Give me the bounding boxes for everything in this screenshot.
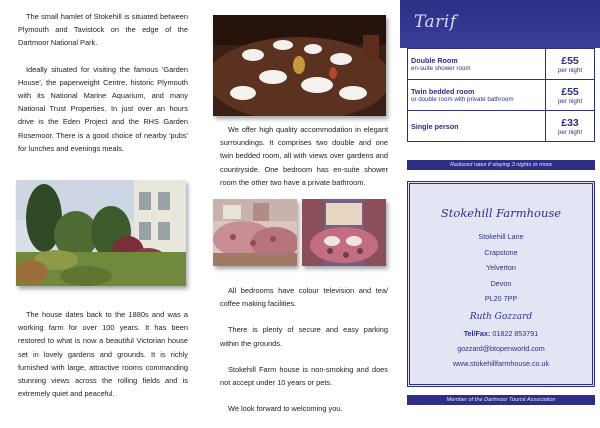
intro-paragraph: The small hamlet of Stokehill is situated between Plymouth and Tavistock on the edge of the Dartmoor National Park.	[18, 12, 188, 48]
price-unit: per night	[557, 66, 583, 74]
address-line: Devon	[490, 278, 512, 288]
garden-image	[16, 180, 186, 286]
member-banner: Member of the Dartmoor Tourist Association	[407, 395, 595, 405]
room-name: Single person	[411, 121, 459, 131]
room-name: Twin bedded room	[411, 87, 475, 96]
address-line: Crapstone	[484, 247, 518, 257]
bedroom-photo-2	[302, 199, 386, 266]
room-cell	[408, 49, 546, 80]
price-value: £33	[561, 116, 579, 129]
amenities-text	[220, 284, 388, 428]
contact-details	[410, 326, 592, 371]
parking-paragraph: There is plenty of secure and easy parking within the grounds.	[220, 325, 388, 348]
tarif-row	[408, 111, 595, 142]
tarif-table	[407, 48, 595, 142]
room-cell	[408, 111, 546, 142]
garden-photo	[16, 180, 186, 286]
telfax-number: 01822 853791	[492, 329, 539, 338]
email-link[interactable]: gozzard@btopenworld.com	[457, 344, 545, 353]
accommodation-paragraph: We offer high quality accommodation in elegant surroundings. It comprises two double and one twin bedded room, all with views over gardens and countryside. One bedroom has en-suite shower room the other two have a private bathroom.	[220, 125, 388, 187]
telfax-label: Tel/Fax:	[463, 329, 491, 338]
room-description: en-suite shower room	[411, 65, 471, 72]
dining-image	[213, 15, 386, 116]
tarif-title: Tarif	[414, 12, 457, 32]
owner-signature: Ruth Gozzard	[469, 312, 533, 322]
address-line: PL20 7PP	[484, 294, 518, 303]
accommodation-text	[220, 123, 388, 202]
address-line: Yelverton	[486, 263, 516, 272]
bedroom-photo-1	[213, 199, 297, 266]
address-line: Stokehill Lane	[478, 232, 524, 241]
price-cell	[546, 111, 595, 142]
price-unit: per night	[557, 128, 583, 136]
tarif-row	[408, 80, 595, 111]
dining-photo	[213, 15, 386, 116]
history-paragraph: The house dates back to the 1880s and was a working farm for over 100 years. It has been restored to what is now a beautiful Victorian house set in lovely gardens and grounds. It is richly furnished with large, attractive rooms commanding stunning views across the rolling fields and is extremely quiet and peaceful.	[18, 310, 188, 399]
price-cell	[546, 49, 595, 80]
reduced-rates-banner: Reduced rates if staying 3 nights or more	[407, 160, 595, 170]
right-panel	[400, 0, 600, 421]
website-link[interactable]: www.stokehillfarmhouse.co.uk	[452, 359, 550, 368]
middle-panel	[200, 0, 400, 421]
room-description: or double room with private bathroom	[411, 96, 514, 103]
policy-paragraph: Stokehill Farm house is non-smoking and does not accept under 10 years or pets.	[220, 364, 388, 388]
intro-paragraph: Ideally situated for visiting the famous 'Garden House', the paperweight Centre, historic Plymouth with its National Marine Aquarium, and many National Trust Properties. In just over an hours drive is the Eden Project and the RHS Garden Rosemoor. There is a good choice of nearby 'pubs' for lunches and evenings meals.	[18, 64, 188, 153]
bedroom-image-2	[302, 199, 386, 266]
telfax-line	[410, 326, 592, 341]
tarif-row	[408, 49, 595, 80]
address-box	[407, 181, 595, 387]
room-name: Double Room	[411, 56, 458, 65]
welcome-paragraph: We look forward to welcoming you.	[228, 404, 343, 414]
bedroom-image-1	[213, 199, 297, 266]
price-unit: per night	[557, 97, 583, 105]
price-value: £55	[561, 85, 579, 98]
price-cell	[546, 80, 595, 111]
left-panel	[0, 0, 200, 421]
amenities-paragraph: All bedrooms have colour television and tea/ coffee making facilities.	[220, 286, 388, 309]
address-lines	[410, 229, 592, 307]
price-value: £55	[561, 54, 579, 67]
tarif-header	[400, 0, 600, 48]
room-cell	[408, 80, 546, 111]
history-text	[18, 308, 188, 413]
farm-name: Stokehill Farmhouse	[440, 206, 562, 220]
intro-text	[18, 10, 188, 168]
